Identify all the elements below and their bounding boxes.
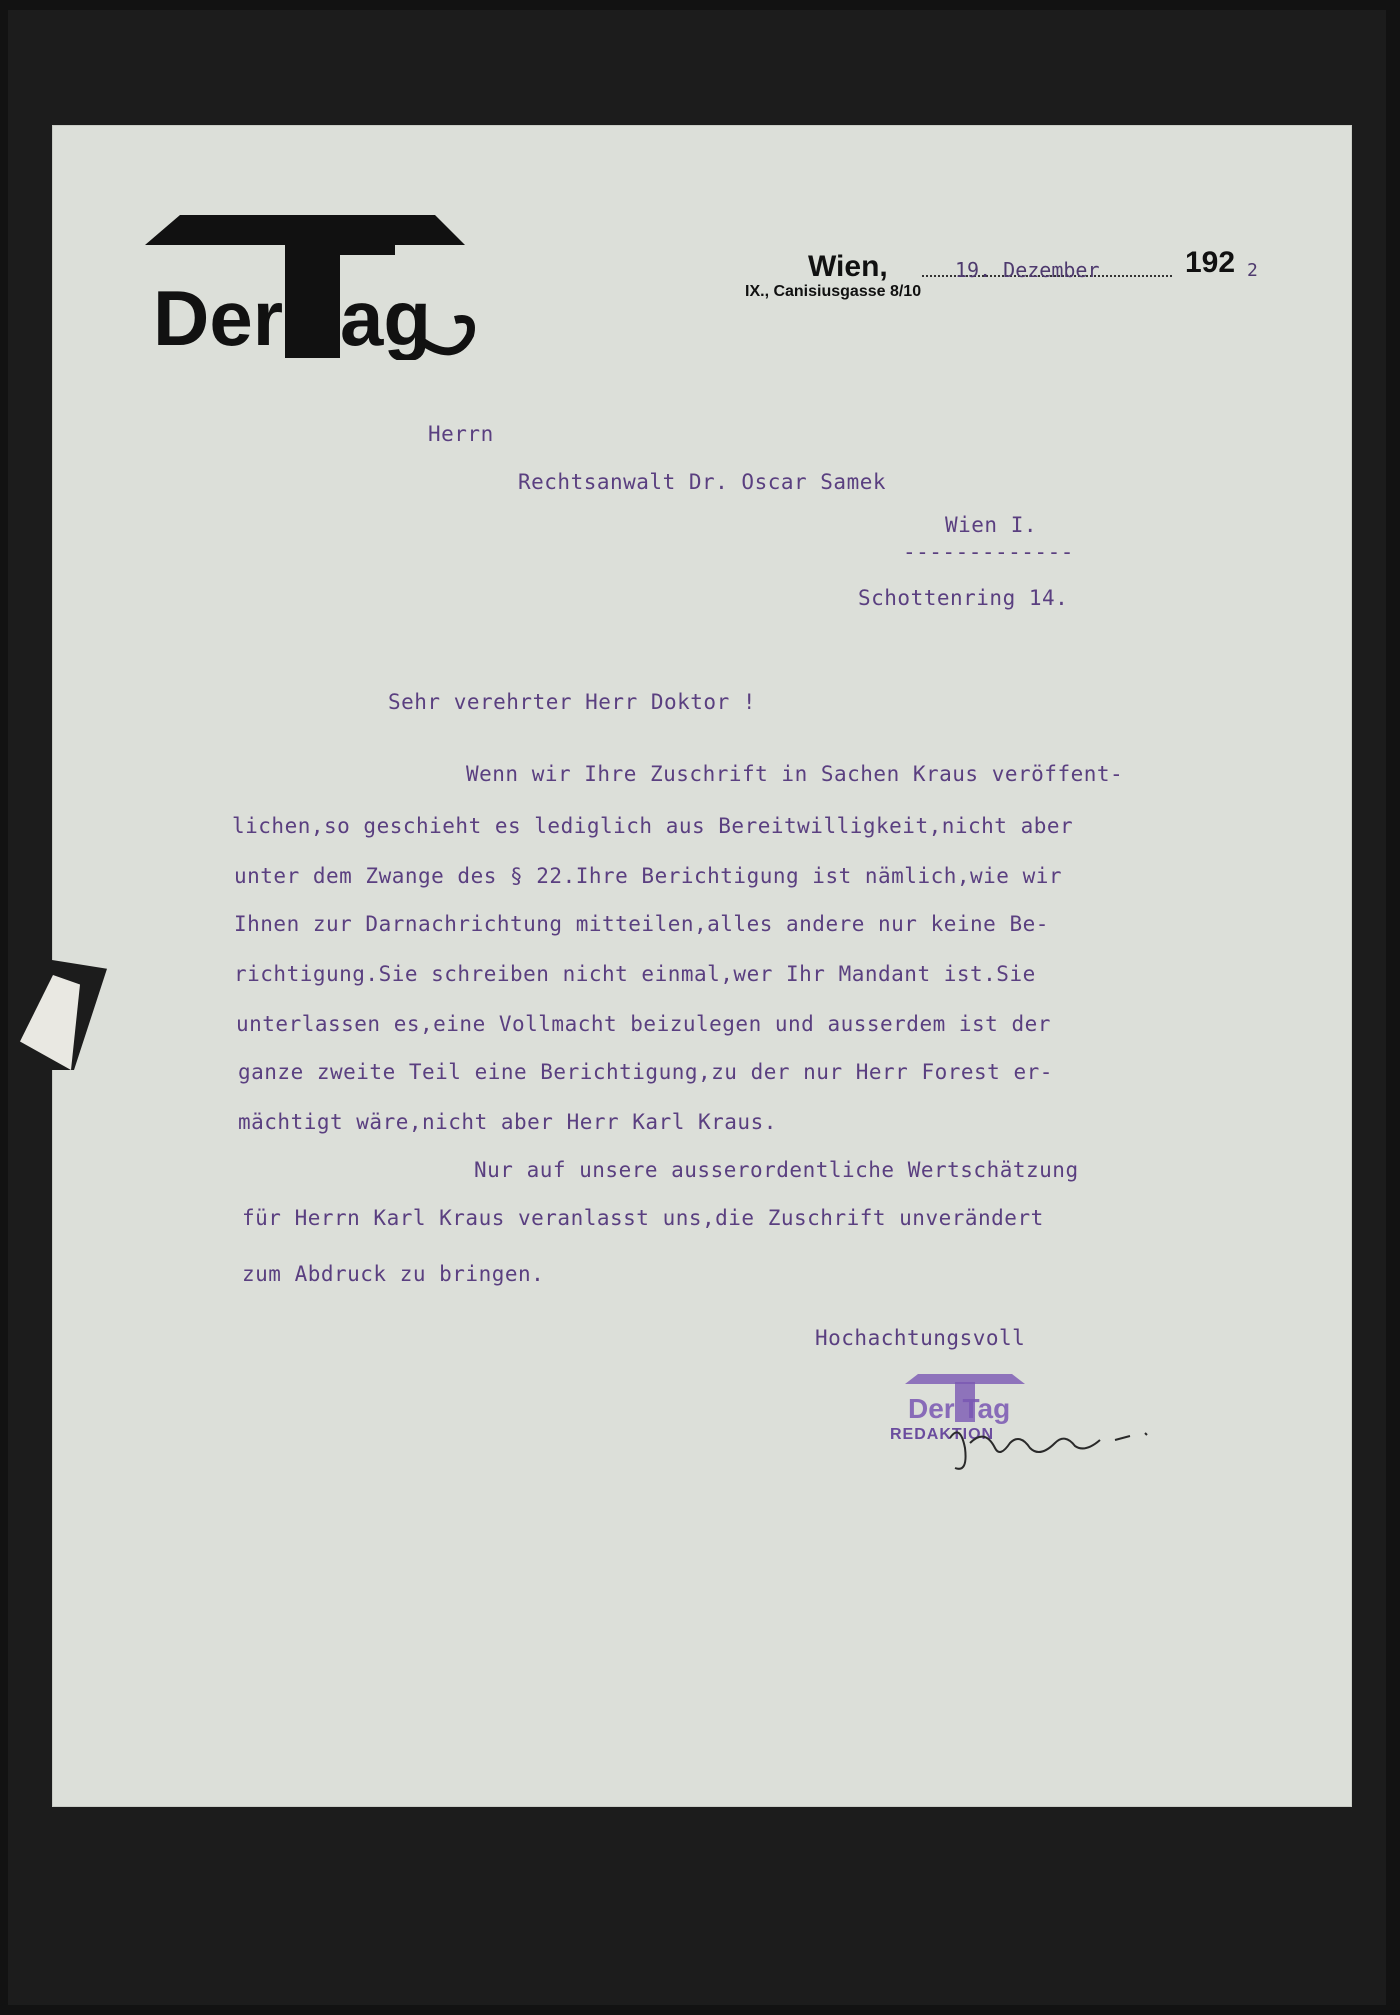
recipient-underline: ------------- <box>903 540 1074 564</box>
stamp-logo-text: Der Tag <box>908 1393 1011 1424</box>
body-line: lichen,so geschieht es lediglich aus Bereitwilligkeit,nicht aber <box>232 814 1074 838</box>
handwritten-signature <box>940 1418 1160 1478</box>
der-tag-logo <box>135 215 480 360</box>
logo-text-der: Der <box>153 274 284 360</box>
year-digit: 2 <box>1247 260 1258 281</box>
body-line: zum Abdruck zu bringen. <box>242 1262 545 1286</box>
body-line: Nur auf unsere ausserordentliche Wertschätzung <box>474 1158 1079 1182</box>
redaktion-stamp <box>900 1372 1030 1424</box>
body-line: ganze zweite Teil eine Berichtigung,zu der nur Herr Forest er- <box>238 1060 1053 1084</box>
closing: Hochachtungsvoll <box>815 1326 1026 1350</box>
logo-text-ag: ag <box>340 274 432 360</box>
recipient-salutation: Herrn <box>428 422 494 446</box>
recipient-city: Wien I. <box>945 513 1038 537</box>
body-line: richtigung.Sie schreiben nicht einmal,wer Ihr Mandant ist.Sie <box>234 962 1036 986</box>
body-line: Ihnen zur Darnachrichtung mitteilen,alles andere nur keine Be- <box>234 912 1049 936</box>
letterhead-city: Wien, <box>808 250 888 283</box>
body-line: für Herrn Karl Kraus veranlasst uns,die Zuschrift unverändert <box>242 1206 1044 1230</box>
body-line: unterlassen es,eine Vollmacht beizulegen und ausserdem ist der <box>236 1012 1051 1036</box>
letterhead-address: IX., Canisiusgasse 8/10 <box>745 283 922 300</box>
body-line: mächtigt wäre,nicht aber Herr Karl Kraus. <box>238 1110 777 1134</box>
body-line: unter dem Zwange des § 22.Ihre Berichtigung ist nämlich,wie wir <box>234 864 1063 888</box>
greeting: Sehr verehrter Herr Doktor ! <box>388 690 757 714</box>
recipient-name: Rechtsanwalt Dr. Oscar Samek <box>518 470 887 494</box>
body-line: Wenn wir Ihre Zuschrift in Sachen Kraus veröffent- <box>466 762 1124 786</box>
stamp-label: REDAKTION <box>890 1426 995 1443</box>
letter-date: 19. Dezember <box>955 258 1100 282</box>
recipient-street: Schottenring 14. <box>858 586 1069 610</box>
letterhead-year: 192 <box>1185 246 1236 279</box>
